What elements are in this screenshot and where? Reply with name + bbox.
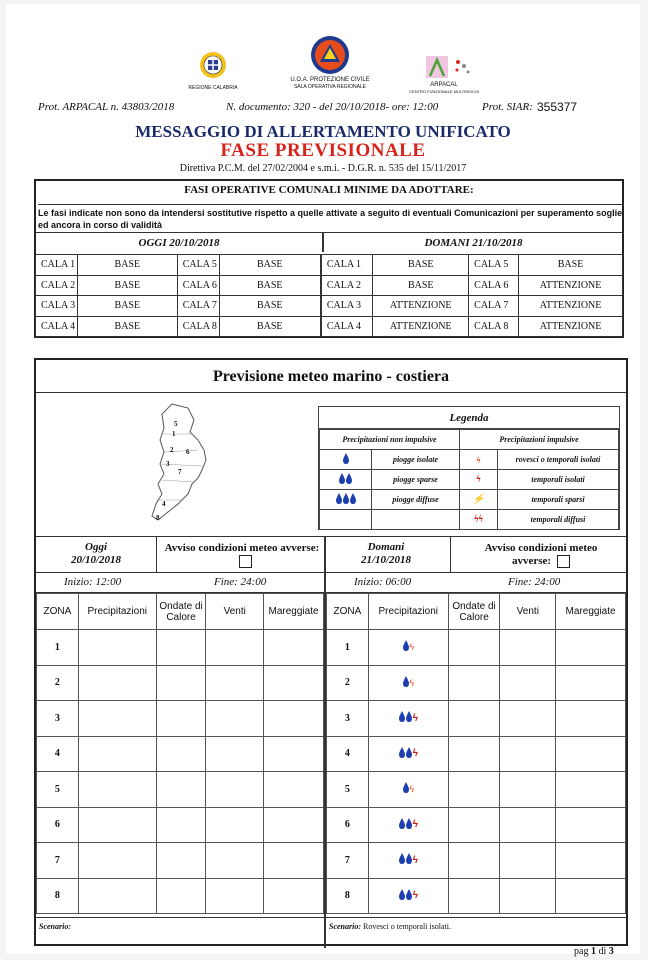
precipitation-cell bbox=[368, 665, 448, 701]
precipitation-cell bbox=[78, 665, 156, 701]
storm-surge-cell bbox=[264, 807, 324, 843]
zone-row bbox=[327, 843, 626, 879]
wind-cell bbox=[500, 701, 556, 737]
fasi-operative-box bbox=[34, 179, 624, 338]
cala-phase: ATTENZIONE bbox=[519, 316, 623, 337]
heatwave-cell bbox=[156, 807, 206, 843]
precipitation-cell bbox=[78, 736, 156, 772]
zone-table-domani bbox=[326, 593, 626, 914]
heatwave-cell bbox=[448, 843, 500, 879]
heatwave-cell bbox=[448, 665, 500, 701]
precipitation-cell bbox=[368, 772, 448, 808]
storm-surge-cell bbox=[556, 772, 626, 808]
map-zone-label: 8 bbox=[156, 514, 160, 522]
heatwave-cell bbox=[448, 701, 500, 737]
zone-number: 7 bbox=[327, 843, 369, 879]
fasi-note: Le fasi indicate non sono da intendersi sostitutive rispetto a quelle attivate a seguito di eventuali Comunicazioni per superamento soglie ed ancora in corso di validità bbox=[38, 204, 624, 231]
legend-right-label: temporali diffusi bbox=[498, 510, 619, 530]
lightning-orange-icon: ϟ bbox=[409, 784, 415, 795]
zone-table-oggi bbox=[36, 593, 324, 914]
cala-phase: BASE bbox=[219, 275, 321, 296]
rain-drop-icon bbox=[399, 856, 405, 864]
heatwave-cell bbox=[448, 807, 500, 843]
zone-row bbox=[37, 665, 324, 701]
storm-surge-cell bbox=[264, 878, 324, 914]
fasi-domani-label: DOMANI 21/10/2018 bbox=[424, 237, 523, 249]
heatwave-cell bbox=[156, 630, 206, 666]
cala-name: CALA 5 bbox=[177, 255, 219, 276]
map-zone-label: 5 bbox=[174, 420, 178, 428]
zone-number: 3 bbox=[327, 701, 369, 737]
map-zone-label: 7 bbox=[178, 468, 182, 476]
heatwave-cell bbox=[448, 630, 500, 666]
scenario-oggi bbox=[39, 922, 71, 931]
domani-inizio: Inizio: 06:00 bbox=[354, 576, 412, 588]
wind-cell bbox=[206, 736, 264, 772]
heatwave-cell bbox=[448, 736, 500, 772]
legend-left-label bbox=[372, 510, 460, 530]
storm-surge-cell bbox=[264, 772, 324, 808]
fasi-heading: FASI OPERATIVE COMUNALI MINIME DA ADOTTARE: bbox=[184, 184, 474, 196]
precipitation-cell bbox=[368, 630, 448, 666]
zone-number: 2 bbox=[37, 665, 79, 701]
document-subtitle: Direttiva P.C.M. del 27/02/2004 e s.m.i. - D.G.R. n. 535 del 15/11/2017 bbox=[179, 163, 467, 174]
meteo-heading: Previsione meteo marino - costiera bbox=[212, 368, 450, 385]
wind-cell bbox=[500, 736, 556, 772]
cala-name: CALA 2 bbox=[36, 275, 78, 296]
wind-cell bbox=[500, 630, 556, 666]
regione-calabria-label: REGIONE CALABRIA bbox=[188, 85, 238, 91]
storm-surge-cell bbox=[264, 843, 324, 879]
map-zone-label: 4 bbox=[162, 500, 166, 508]
precipitation-cell bbox=[78, 878, 156, 914]
precipitation-cell bbox=[78, 701, 156, 737]
cala-phase: BASE bbox=[219, 255, 321, 276]
prot-arpacal: Prot. ARPACAL n. 43803/2018 bbox=[38, 101, 175, 113]
storm-surge-cell bbox=[264, 736, 324, 772]
cala-name: CALA 3 bbox=[36, 296, 78, 317]
column-header: Ondate di Calore bbox=[156, 594, 206, 630]
legend-icon bbox=[460, 450, 498, 470]
zone-row bbox=[37, 807, 324, 843]
calabria-zones-map bbox=[132, 400, 242, 530]
zone-number: 1 bbox=[37, 630, 79, 666]
rain-drop-icon bbox=[406, 821, 412, 829]
rain-drop-icon bbox=[406, 714, 412, 722]
heatwave-cell bbox=[156, 772, 206, 808]
oggi-fine: Fine: 24:00 bbox=[214, 576, 267, 588]
oggi-inizio: Inizio: 12:00 bbox=[64, 576, 122, 588]
fasi-oggi-label: OGGI 20/10/2018 bbox=[138, 237, 220, 249]
rain-drop-icon bbox=[399, 821, 405, 829]
fasi-table bbox=[35, 254, 623, 337]
legend-icon bbox=[320, 470, 372, 490]
map-zone-label: 2 bbox=[170, 446, 174, 454]
rain-drop-icon bbox=[399, 750, 405, 758]
column-header: Mareggiate bbox=[264, 594, 324, 630]
fasi-row bbox=[36, 255, 623, 276]
legend-left-label: piogge diffuse bbox=[372, 490, 460, 510]
column-header: Venti bbox=[206, 594, 264, 630]
cala-phase: BASE bbox=[77, 275, 177, 296]
storm-surge-cell bbox=[556, 878, 626, 914]
legend-icon bbox=[460, 470, 498, 490]
domani-label: Domani bbox=[367, 541, 405, 553]
lightning-red-icon: ϟ bbox=[412, 712, 418, 724]
protezione-civile-label-2: SALA OPERATIVA REGIONALE bbox=[293, 84, 367, 90]
cala-name: CALA 5 bbox=[469, 255, 519, 276]
cala-phase: BASE bbox=[219, 296, 321, 317]
wind-cell bbox=[206, 630, 264, 666]
legend-right-label: temporali sparsi bbox=[498, 490, 619, 510]
avviso-oggi-checkbox[interactable] bbox=[239, 555, 252, 568]
lightning-red-icon: ϟ bbox=[476, 474, 481, 485]
cala-name: CALA 1 bbox=[36, 255, 78, 276]
column-header: ZONA bbox=[327, 594, 369, 630]
heatwave-cell bbox=[156, 701, 206, 737]
protezione-civile-label-1: U.O.A. PROTEZIONE CIVILE bbox=[290, 77, 370, 83]
heatwave-cell bbox=[156, 878, 206, 914]
lightning-orange-icon: ϟ bbox=[476, 454, 481, 465]
lightning-red-icon: ϟ bbox=[412, 819, 418, 831]
wind-cell bbox=[206, 665, 264, 701]
rain-drop-icon bbox=[399, 714, 405, 722]
zone-number: 7 bbox=[37, 843, 79, 879]
map-zone-label: 3 bbox=[166, 460, 170, 468]
protezione-civile-logo bbox=[308, 34, 352, 76]
rain-drop-icon bbox=[343, 456, 349, 464]
column-header: Ondate di Calore bbox=[448, 594, 500, 630]
cala-phase: BASE bbox=[77, 316, 177, 337]
legend-icon bbox=[460, 510, 498, 530]
rain-drop-icon bbox=[406, 892, 412, 900]
rain-drop-icon bbox=[406, 856, 412, 864]
wind-cell bbox=[206, 772, 264, 808]
legend bbox=[318, 406, 620, 530]
regione-calabria-logo bbox=[196, 50, 230, 84]
storm-surge-cell bbox=[556, 701, 626, 737]
lightning-red-icon: ϟ bbox=[412, 890, 418, 902]
storm-surge-cell bbox=[264, 630, 324, 666]
cala-phase: BASE bbox=[77, 255, 177, 276]
heatwave-cell bbox=[156, 736, 206, 772]
legend-icon bbox=[460, 490, 498, 510]
cala-phase: ATTENZIONE bbox=[373, 296, 469, 317]
zone-number: 8 bbox=[327, 878, 369, 914]
zone-number: 4 bbox=[327, 736, 369, 772]
zone-row bbox=[37, 843, 324, 879]
n-documento: N. documento: 320 - del 20/10/2018- ore: 12:00 bbox=[226, 101, 439, 113]
cala-name: CALA 6 bbox=[469, 275, 519, 296]
document-phase: FASE PREVISIONALE bbox=[220, 140, 426, 161]
rain-drop-icon bbox=[350, 496, 356, 504]
legend-icon bbox=[320, 450, 372, 470]
wind-cell bbox=[500, 807, 556, 843]
zone-number: 1 bbox=[327, 630, 369, 666]
heatwave-cell bbox=[156, 843, 206, 879]
precipitation-cell bbox=[78, 843, 156, 879]
legend-left-label: piogge sparse bbox=[372, 470, 460, 490]
zone-number: 4 bbox=[37, 736, 79, 772]
document-page bbox=[6, 4, 640, 957]
zone-number: 5 bbox=[327, 772, 369, 808]
wind-cell bbox=[206, 701, 264, 737]
legend-col-impulsive: Precipitazioni impulsive bbox=[460, 430, 619, 450]
legend-left-label: piogge isolate bbox=[372, 450, 460, 470]
avviso-domani bbox=[466, 542, 616, 568]
rain-drop-icon bbox=[336, 496, 342, 504]
fasi-row bbox=[36, 275, 623, 296]
oggi-label: Oggi bbox=[85, 541, 107, 553]
cala-name: CALA 8 bbox=[177, 316, 219, 337]
zone-number: 3 bbox=[37, 701, 79, 737]
precipitation-cell bbox=[368, 701, 448, 737]
lightning-red-icon: ϟ bbox=[412, 854, 418, 866]
cala-name: CALA 3 bbox=[321, 296, 373, 317]
column-header: Mareggiate bbox=[556, 594, 626, 630]
fasi-row bbox=[36, 316, 623, 337]
precipitation-cell bbox=[368, 736, 448, 772]
precipitation-cell bbox=[368, 843, 448, 879]
zone-number: 6 bbox=[327, 807, 369, 843]
lightning-red-icon: ϟ bbox=[412, 748, 418, 760]
precipitation-cell bbox=[78, 807, 156, 843]
lightning-orange-icon: ϟ bbox=[409, 677, 415, 688]
storm-surge-cell bbox=[264, 701, 324, 737]
storm-surge-cell bbox=[556, 843, 626, 879]
prot-siar-value: 355377 bbox=[537, 100, 578, 114]
fasi-row bbox=[36, 296, 623, 317]
avviso-oggi bbox=[160, 542, 324, 568]
storm-surge-cell bbox=[556, 807, 626, 843]
avviso-domani-checkbox[interactable] bbox=[557, 555, 570, 568]
precipitation-cell bbox=[368, 878, 448, 914]
wind-cell bbox=[206, 807, 264, 843]
arpacal-label-1: ARPACAL bbox=[430, 82, 458, 88]
storm-surge-cell bbox=[556, 736, 626, 772]
wind-cell bbox=[206, 843, 264, 879]
scenario-domani bbox=[329, 922, 451, 931]
cala-name: CALA 7 bbox=[177, 296, 219, 317]
oggi-date: 20/10/2018 bbox=[70, 554, 122, 566]
cala-name: CALA 1 bbox=[321, 255, 373, 276]
zone-row bbox=[327, 665, 626, 701]
scenario-oggi-label: Scenario: bbox=[39, 922, 71, 931]
heatwave-cell bbox=[448, 772, 500, 808]
cala-name: CALA 4 bbox=[36, 316, 78, 337]
zone-row bbox=[37, 772, 324, 808]
cala-phase: ATTENZIONE bbox=[373, 316, 469, 337]
zone-row bbox=[37, 878, 324, 914]
lightning-double-icon: ϟϟ bbox=[473, 514, 484, 525]
precipitation-cell bbox=[78, 630, 156, 666]
arpacal-logo bbox=[424, 56, 474, 84]
cala-phase: BASE bbox=[77, 296, 177, 317]
rain-drop-icon bbox=[343, 496, 349, 504]
lightning-orange-icon: ϟ bbox=[409, 642, 415, 653]
column-header: Venti bbox=[500, 594, 556, 630]
zone-number: 6 bbox=[37, 807, 79, 843]
zone-row bbox=[327, 630, 626, 666]
cala-phase: BASE bbox=[373, 275, 469, 296]
cala-phase: BASE bbox=[219, 316, 321, 337]
storm-surge-cell bbox=[556, 630, 626, 666]
rain-drop-icon bbox=[399, 892, 405, 900]
rain-drop-icon bbox=[403, 643, 409, 651]
page-number: pag 1 di 3 bbox=[574, 946, 614, 957]
legend-right-label: temporali isolati bbox=[498, 470, 619, 490]
legend-icon bbox=[320, 510, 372, 530]
column-header: Precipitazioni bbox=[78, 594, 156, 630]
wind-cell bbox=[500, 665, 556, 701]
cala-phase: ATTENZIONE bbox=[519, 296, 623, 317]
cala-name: CALA 4 bbox=[321, 316, 373, 337]
zone-row bbox=[327, 772, 626, 808]
heatwave-cell bbox=[156, 665, 206, 701]
rain-drop-icon bbox=[346, 476, 352, 484]
cala-phase: BASE bbox=[519, 255, 623, 276]
cala-name: CALA 6 bbox=[177, 275, 219, 296]
domani-date: 21/10/2018 bbox=[360, 554, 412, 566]
precipitation-cell bbox=[368, 807, 448, 843]
cala-name: CALA 7 bbox=[469, 296, 519, 317]
cala-phase: ATTENZIONE bbox=[519, 275, 623, 296]
storm-surge-cell bbox=[556, 665, 626, 701]
zone-number: 5 bbox=[37, 772, 79, 808]
rain-drop-icon bbox=[403, 785, 409, 793]
wind-cell bbox=[500, 878, 556, 914]
zone-number: 2 bbox=[327, 665, 369, 701]
zone-row bbox=[37, 630, 324, 666]
precipitation-cell bbox=[78, 772, 156, 808]
column-header: ZONA bbox=[37, 594, 79, 630]
rain-drop-icon bbox=[403, 679, 409, 687]
map-zone-label: 1 bbox=[172, 430, 176, 438]
legend-icon bbox=[320, 490, 372, 510]
avviso-oggi-text: Avviso condizioni meteo avverse: bbox=[164, 542, 320, 554]
wind-cell bbox=[206, 878, 264, 914]
avviso-domani-text: Avviso condizioni meteo avverse: bbox=[484, 542, 598, 568]
zone-row bbox=[327, 807, 626, 843]
map-zone-label: 6 bbox=[186, 448, 190, 456]
zone-row bbox=[37, 736, 324, 772]
storm-surge-cell bbox=[264, 665, 324, 701]
rain-drop-icon bbox=[406, 750, 412, 758]
scenario-domani-label: Scenario: bbox=[329, 922, 361, 931]
cala-name: CALA 8 bbox=[469, 316, 519, 337]
meteo-box bbox=[34, 358, 628, 946]
column-header: Precipitazioni bbox=[368, 594, 448, 630]
zone-row bbox=[327, 701, 626, 737]
wind-cell bbox=[500, 843, 556, 879]
zone-row bbox=[327, 878, 626, 914]
heatwave-cell bbox=[448, 878, 500, 914]
zone-row bbox=[327, 736, 626, 772]
domani-fine: Fine: 24:00 bbox=[508, 576, 561, 588]
wind-cell bbox=[500, 772, 556, 808]
cala-name: CALA 2 bbox=[321, 275, 373, 296]
document-title: MESSAGGIO DI ALLERTAMENTO UNIFICATO bbox=[135, 122, 511, 141]
cala-phase: BASE bbox=[373, 255, 469, 276]
arpacal-label-2: CENTRO FUNZIONALE MULTIRISCHI bbox=[409, 89, 479, 94]
rain-drop-icon bbox=[339, 476, 345, 484]
legend-col-non-impulsive: Precipitazioni non impulsive bbox=[320, 430, 460, 450]
scenario-domani-text: Rovesci o temporali isolati. bbox=[363, 922, 451, 931]
prot-siar-label: Prot. SIAR: bbox=[482, 101, 533, 113]
lightning-red-icon: ⚡ bbox=[472, 494, 485, 505]
legend-title: Legenda bbox=[319, 407, 619, 429]
legend-right-label: rovesci o temporali isolati bbox=[498, 450, 619, 470]
zone-number: 8 bbox=[37, 878, 79, 914]
zone-row bbox=[37, 701, 324, 737]
